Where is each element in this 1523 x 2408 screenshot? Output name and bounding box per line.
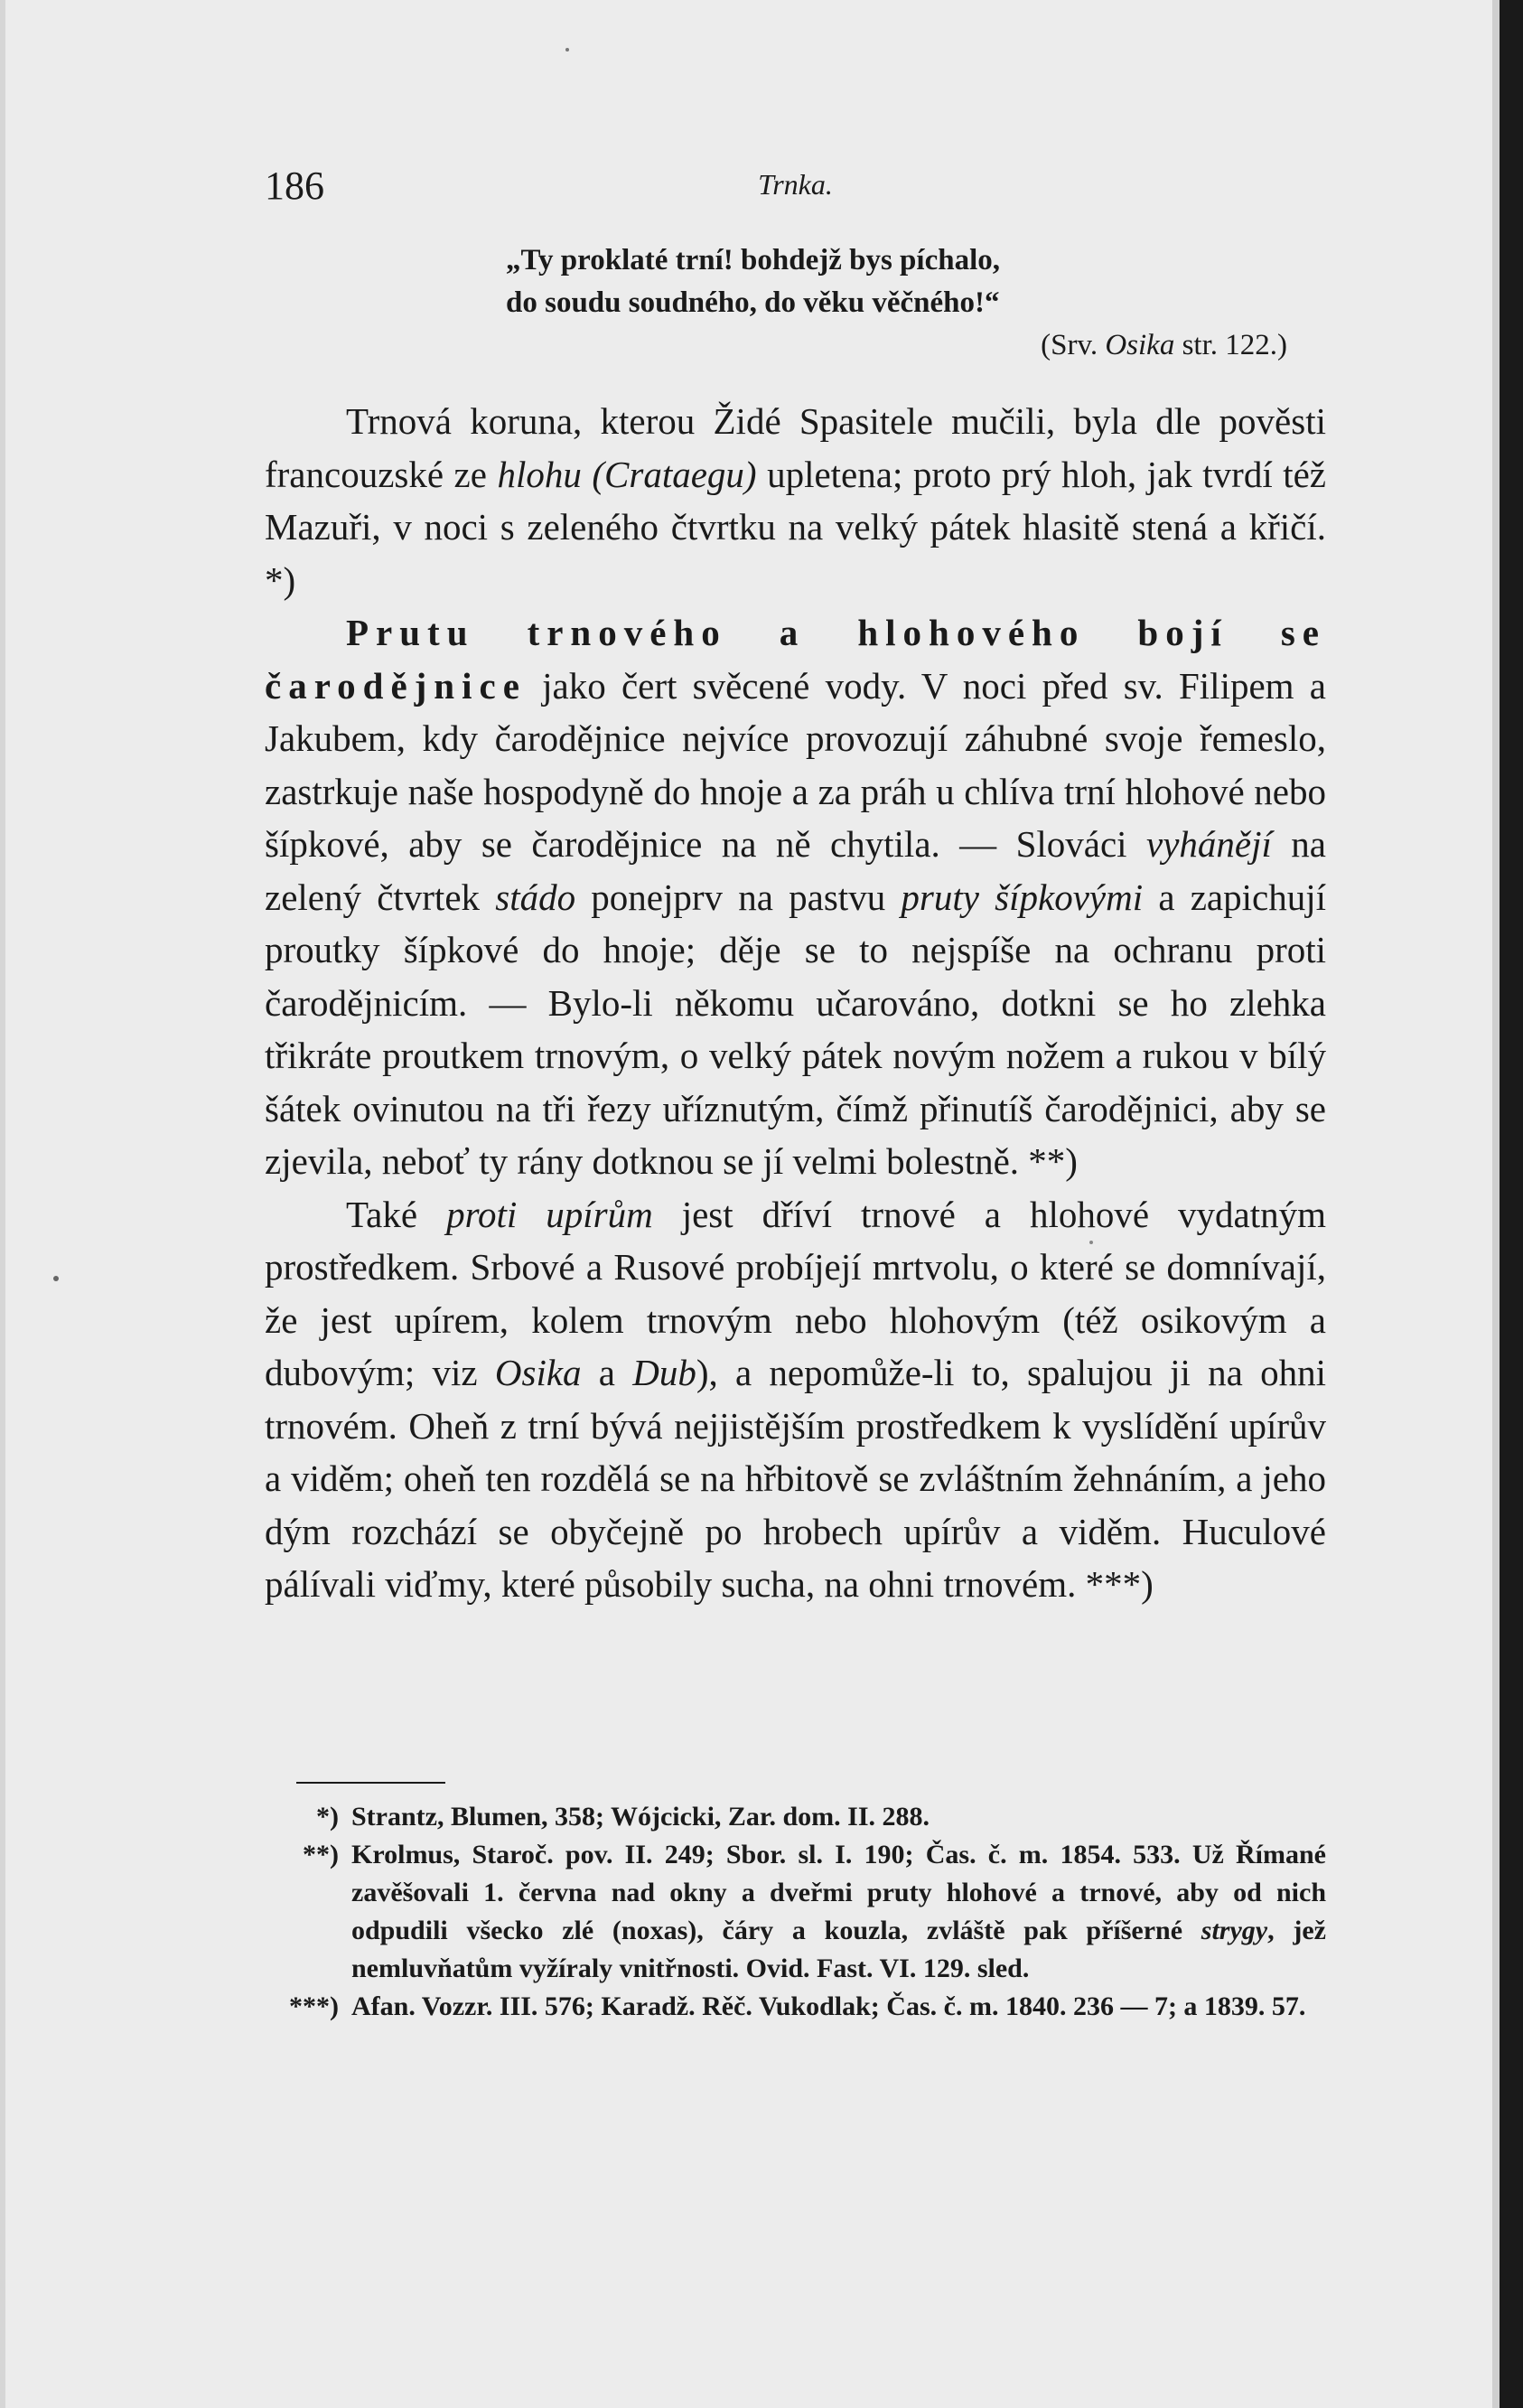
paragraph-1: [265, 395, 1326, 606]
page-left-edge: [0, 0, 5, 2408]
footnote-1: [265, 1798, 1326, 1836]
italic-run: hlohu (Crataegu): [497, 453, 757, 495]
text-run: a zapichují proutky šípkové do hnoje; děje se to nejspíše na ochranu proti čarodějnicím. — Bylo-li někomu učarováno, dotkni se ho zlehka třikráte proutkem trnovým, o velký pátek novým nožem a rukou v bílý šátek ovinutou na tři řezy uříznutým, čímž přinutíš čarodějnici, aby se zjevila, neboť ty rány dotknou se jí velmi bolestně. **): [265, 876, 1327, 1182]
footnote-divider: [296, 1782, 445, 1784]
body-text: [265, 395, 1326, 1611]
text-run: jako čert svěcené vody. V noci před sv. Filipem a Jakubem, kdy čarodějnice nejvíce provozují záhubné svoje řemeslo, zastrkuje naše hospodyně do hnoje a za práh u chlíva trní hlohové nebo šípkové, aby se čarodějnice na ně chytila. — Slováci: [265, 664, 1326, 865]
paragraph-3: [265, 1188, 1326, 1611]
footnote-mark: **): [303, 1840, 339, 1869]
page-number: 186: [265, 164, 324, 208]
verse-line-1: „Ty proklaté trní! bohdejž bys píchalo,: [506, 244, 1000, 276]
spaced-emphasis: Prutu trnového a hlohového bojí se čarodějnice: [265, 612, 1326, 707]
footnote-2: [265, 1836, 1326, 1988]
footnote-text: Strantz, Blumen, 358; Wójcicki, Zar. dom. II. 288.: [351, 1802, 930, 1832]
verse-reference: [506, 324, 1301, 367]
italic-run: strygy: [1201, 1916, 1268, 1945]
scan-border-right: [1500, 0, 1523, 2408]
italic-run: stádo: [495, 876, 576, 918]
verse-ref-italic: Osika: [1105, 329, 1175, 361]
speck: [53, 1276, 59, 1281]
footnotes: [265, 1798, 1326, 2026]
italic-run: vyhánějí: [1146, 823, 1272, 865]
text-run: Krolmus, Staroč. pov. II. 249; Sbor. sl. I. 190; Čas. č. m. 1854. 533. Už Římané zavěšovali 1. června nad okny a dveřmi pruty hlohové a trnové, aby od nich odpudili všecko zlé (noxas), čáry a kouzla, zvláště pak příšerné: [351, 1840, 1326, 1945]
speck: [565, 48, 569, 52]
italic-run: Osika: [494, 1352, 582, 1393]
verse-quote: [506, 239, 1301, 367]
italic-run: proti upírům: [446, 1193, 653, 1235]
text-run: upletena; proto prý hloh, jak tvrdí též Mazuři, v noci s zeleného čtvrtku na velký pátek hlasitě stená a křičí. *): [265, 453, 1327, 601]
text-run: ), a nepomůže-li to, spalujou ji na ohni trnovém. Oheň z trní bývá nejjistějším prostředkem k vyslídění upírův a viděm; oheň ten rozdělá se na hřbitově se zvláštním žehnáním, a jeho dým rozchází se obyčejně po hrobech upírův a viděm. Huculové pálívali viďmy, které působily sucha, na ohni trnovém. ***): [265, 1352, 1327, 1605]
page-header: [265, 163, 1326, 217]
italic-run: pruty šípkovými: [901, 876, 1144, 918]
binding-shadow: [1492, 0, 1500, 2408]
text-run: a: [581, 1352, 633, 1393]
text-run: Také: [346, 1193, 447, 1235]
paragraph-2: [265, 606, 1326, 1188]
footnote-mark: *): [316, 1802, 339, 1832]
text-run: jest dříví trnové a hlohové vydatným prostředkem. Srbové a Rusové probíjejí mrtvolu, o které se domnívají, že jest upírem, kolem trnovým nebo hlohovým (též osikovým a dubovým; viz: [265, 1193, 1326, 1393]
footnote-text: Afan. Vozzr. III. 576; Karadž. Rěč. Vukodlak; Čas. č. m. 1840. 236 — 7; a 1839. 57.: [351, 1991, 1306, 2021]
text-run: ponejprv na pastvu: [575, 876, 902, 918]
verse-line-2: do soudu soudného, do věku věčného!“: [506, 286, 1000, 319]
running-head: Trnka.: [758, 168, 833, 201]
verse-ref-suffix: str. 122.): [1174, 329, 1287, 361]
italic-run: Dub: [632, 1352, 696, 1393]
text-run: , jež nemluvňatům vyžíraly vnitřnosti. Ovid. Fast. VI. 129. sled.: [351, 1916, 1326, 1983]
footnote-mark: ***): [289, 1991, 339, 2021]
text-run: Trnová koruna, kterou Židé Spasitele mučili, byla dle pověsti francouzské ze: [265, 400, 1326, 495]
footnote-text: [351, 1836, 1326, 1988]
footnote-3: [265, 1988, 1326, 2026]
text-run: na zelený čtvrtek: [265, 823, 1327, 918]
verse-ref-prefix: (Srv.: [1041, 329, 1106, 361]
